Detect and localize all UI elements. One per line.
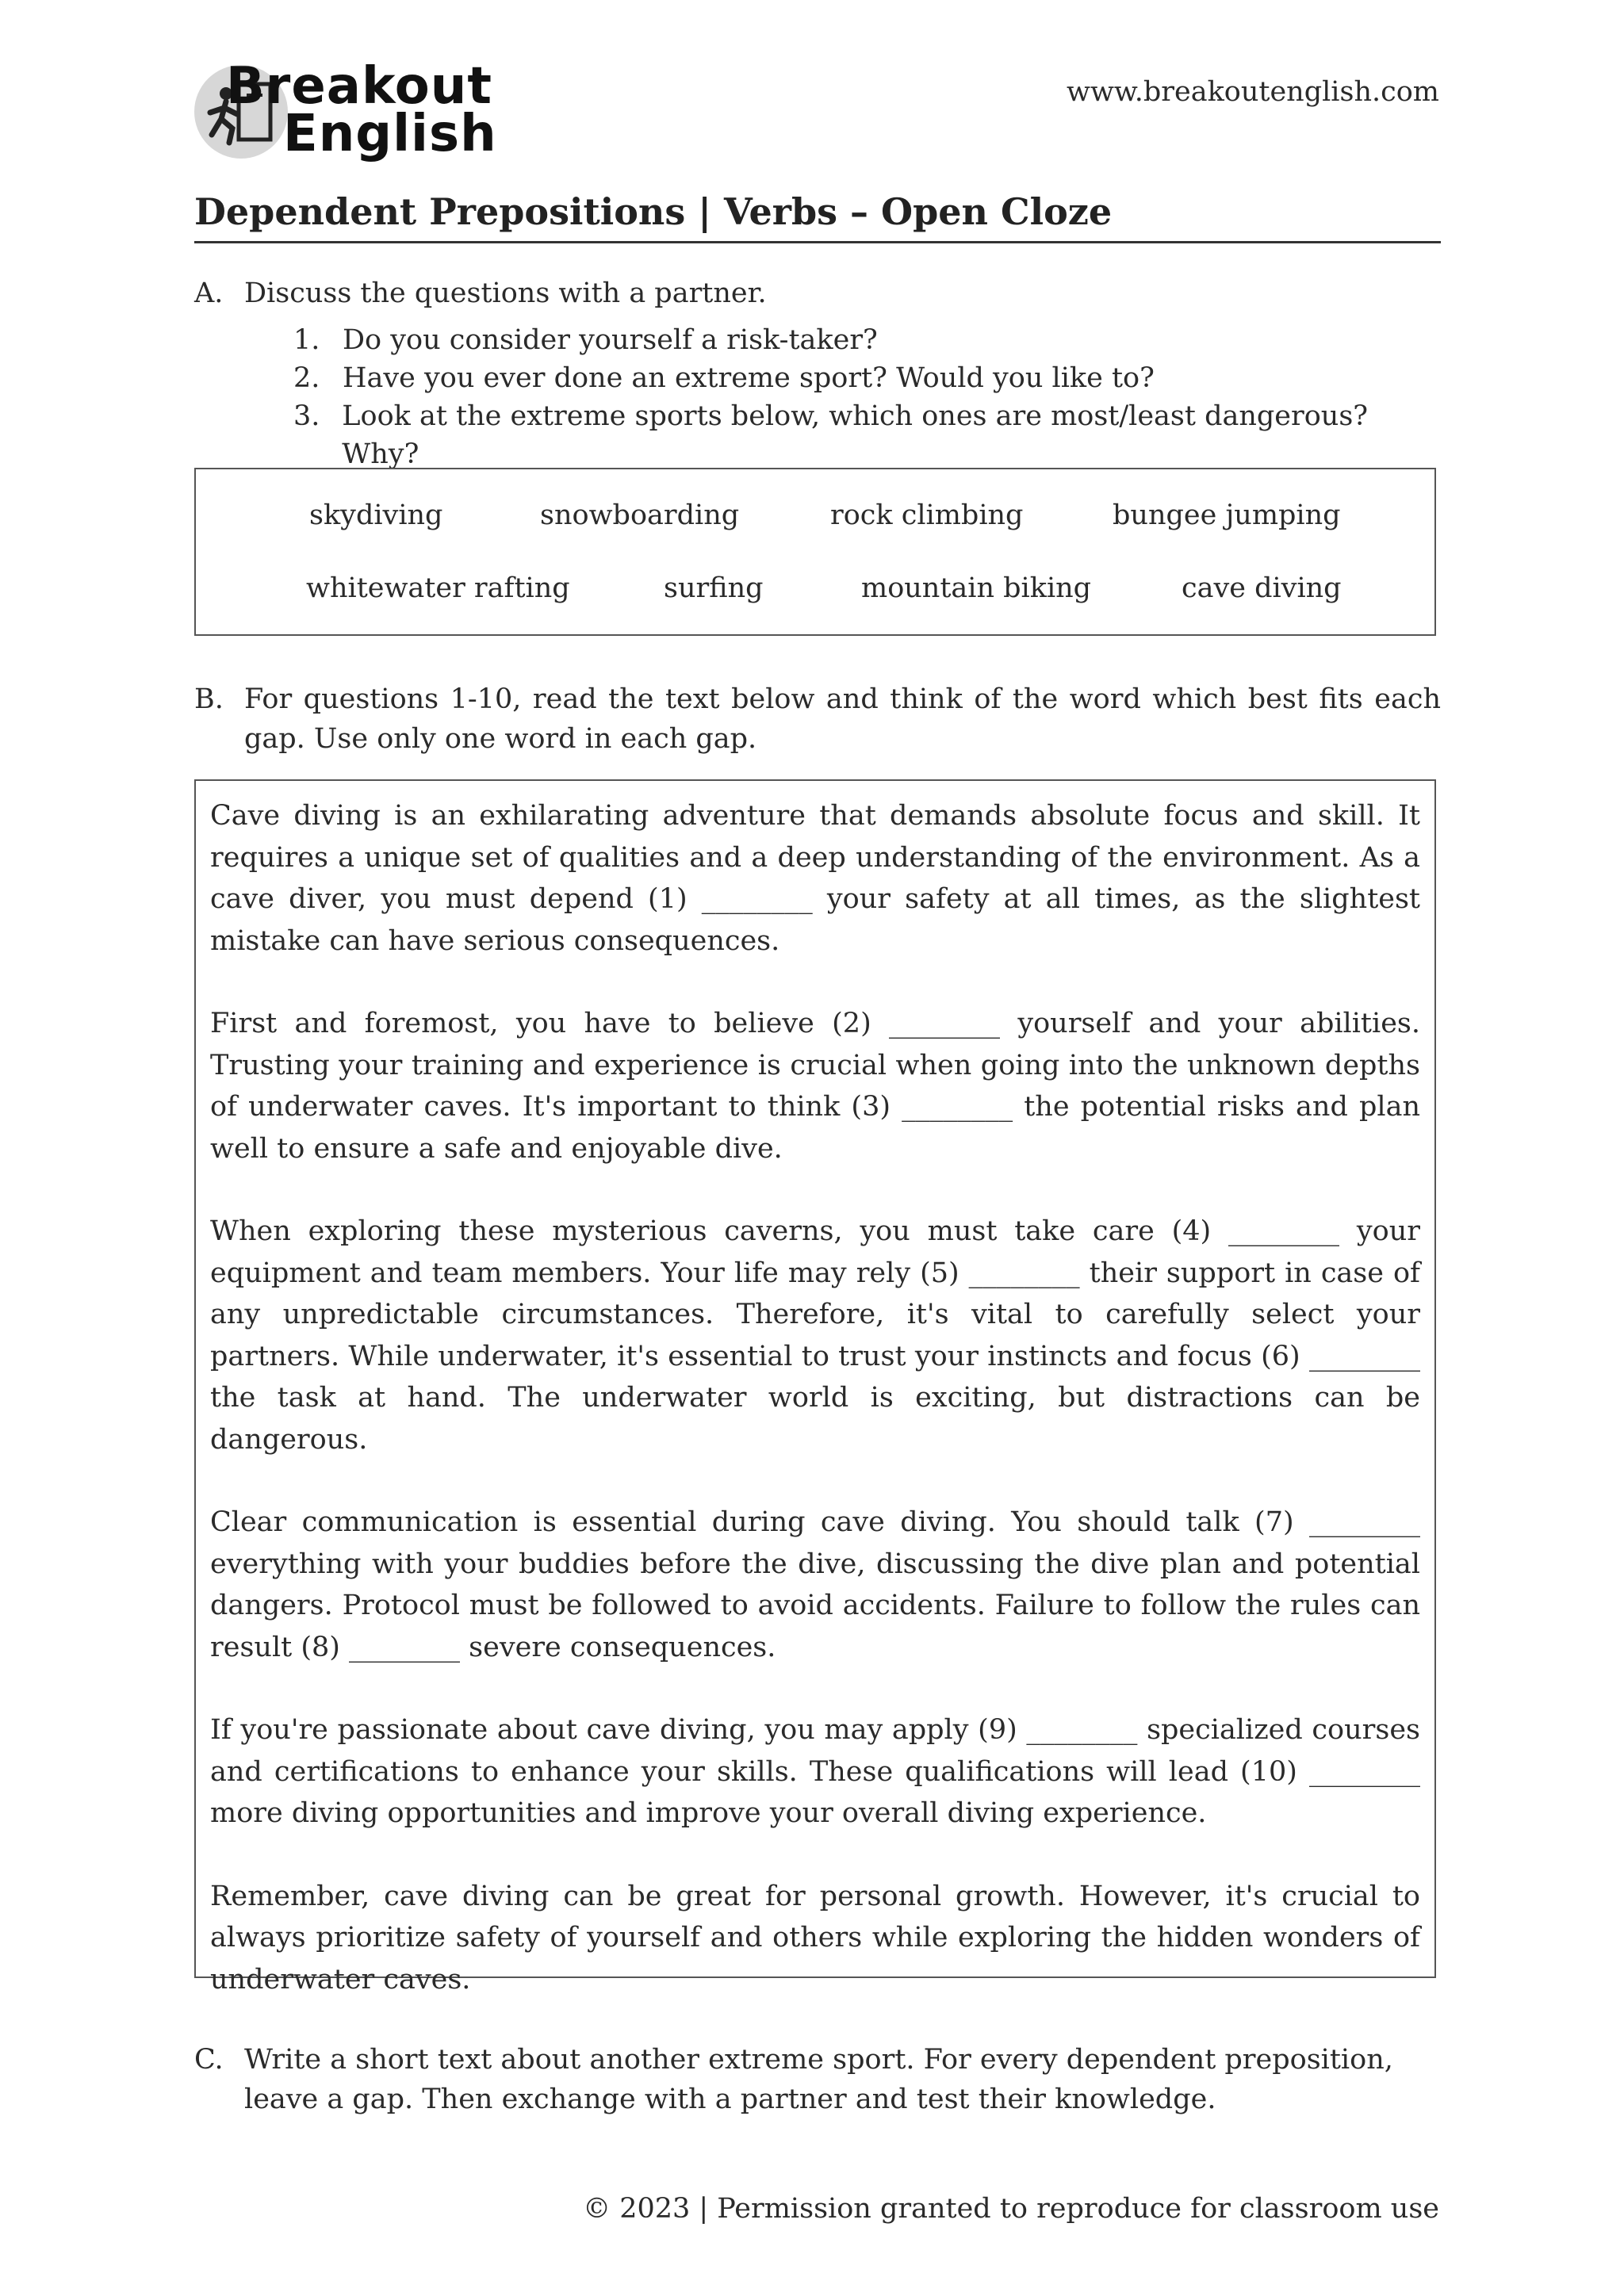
question-number: 3. [293, 400, 320, 432]
cloze-paragraph: If you're passionate about cave diving, you may apply (9) ________ specialized courses and certifications to enhance your skills. These qualifications will lead (10) ________ more diving opportunities and improve your overall diving experience. [210, 1714, 1420, 1829]
question-text: Do you consider yourself a risk-taker? [343, 324, 878, 356]
question-item [293, 397, 1441, 473]
sport-word: rock climbing [830, 499, 1024, 531]
section-c [194, 2040, 1441, 2119]
question-text: Look at the extreme sports below, which ones are most/least dangerous? Why? [342, 400, 1369, 470]
cloze-paragraph: When exploring these mysterious caverns, you must take care (4) ________ your equipment and team members. Your life may rely (5) ________ their support in case of any unpredictable circumstances. Therefore, it's vital to carefully select your partners. While underwater, it's essential to trust your instincts and focus (6) ________ the task at hand. The underwater world is exciting, but distractions can be dangerous. [210, 1215, 1420, 1456]
website-url[interactable]: www.breakoutenglish.com [1067, 76, 1439, 108]
section-b-instruction: For questions 1-10, read the text below and think of the word which best fits each gap. Use only one word in each gap. [244, 683, 1441, 755]
question-number: 2. [293, 362, 320, 394]
question-item [293, 359, 1441, 397]
logo-text-breakout: Breakout [226, 57, 492, 116]
sport-word: snowboarding [540, 499, 740, 531]
question-item [293, 321, 1441, 359]
cloze-text-box [194, 779, 1436, 1996]
section-b-letter: B. [194, 683, 224, 715]
copyright-footer: © 2023 | Permission granted to reproduce for classroom use [583, 2193, 1439, 2225]
logo-text-english: English [283, 105, 497, 163]
cloze-paragraph: Cave diving is an exhilarating adventure that demands absolute focus and skill. It requires a unique set of qualities and a deep understanding of the environment. As a cave diver, you must depend (1) ________ your safety at all times, as the slightest mistake can have serious consequences. [210, 800, 1420, 957]
sport-word: mountain biking [861, 572, 1092, 604]
sport-word: cave diving [1182, 572, 1342, 604]
sport-word: bungee jumping [1113, 499, 1341, 531]
question-number: 1. [293, 324, 320, 356]
breakout-english-logo [194, 57, 527, 165]
section-c-letter: C. [194, 2044, 224, 2076]
section-a-instruction: Discuss the questions with a partner. [244, 277, 767, 309]
section-b [194, 679, 1441, 759]
sport-word: whitewater rafting [306, 572, 570, 604]
section-c-instruction: Write a short text about another extreme sport. For every dependent preposition, leave a gap. Then exchange with a partner and test their knowledge. [244, 2044, 1393, 2115]
discussion-questions [293, 321, 1441, 473]
page-title: Dependent Prepositions | Verbs – Open Cloze [194, 190, 1441, 243]
sport-word: surfing [664, 572, 764, 604]
sport-word: skydiving [309, 499, 443, 531]
section-a-letter: A. [194, 277, 224, 309]
question-text: Have you ever done an extreme sport? Would you like to? [343, 362, 1155, 394]
cloze-paragraph: First and foremost, you have to believe (2) ________ yourself and your abilities. Trusting your training and experience is crucial when going into the unknown depths of underwater caves. It's important to think (3) ________ the potential risks and plan well to ensure a safe and enjoyable dive. [210, 1008, 1420, 1165]
cloze-paragraph: Remember, cave diving can be great for personal growth. However, it's crucial to always prioritize safety of yourself and others while exploring the hidden wonders of underwater caves. [210, 1880, 1420, 1996]
cloze-paragraph: Clear communication is essential during cave diving. You should talk (7) ________ everything with your buddies before the dive, discussing the dive plan and potential dangers. Protocol must be followed to avoid accidents. Failure to follow the rules can result (8) ________ severe consequences. [210, 1506, 1420, 1663]
sports-word-box [194, 468, 1436, 636]
section-a [194, 274, 1441, 313]
